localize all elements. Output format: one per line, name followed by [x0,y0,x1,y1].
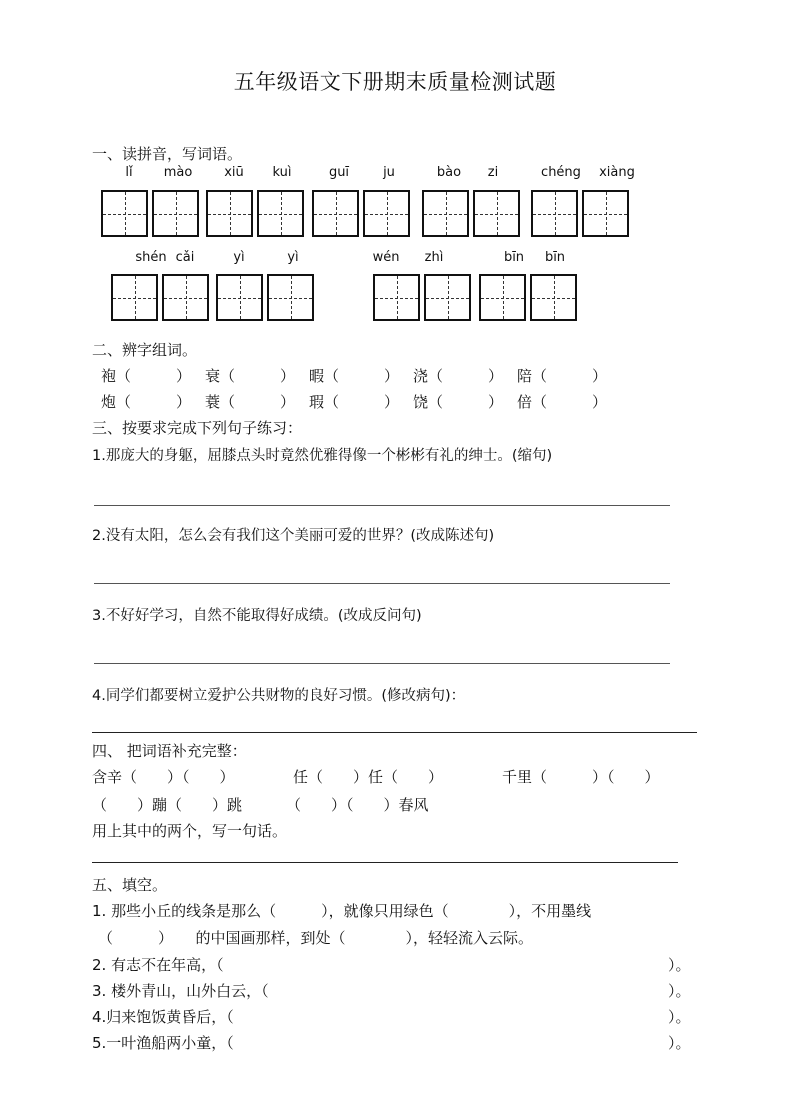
fill-question-3: 3. 楼外青山，山外白云，（ [92,982,269,1000]
tianzige-box[interactable] [582,190,629,237]
question-1: 1.那庞大的身躯，屈膝点头时竟然优雅得像一个彬彬有礼的绅士。(缩句) [92,448,553,464]
tianzige-box[interactable] [363,190,410,237]
char-item: 衰（ ） [205,367,296,385]
tianzige-box[interactable] [530,274,577,321]
tianzige-box[interactable] [422,190,469,237]
answer-line[interactable] [94,663,670,664]
tianzige-box[interactable] [101,190,148,237]
idiom-item: （ ）蹦（ ）跳 [92,796,243,814]
question-2: 2.没有太阳，怎么会有我们这个美丽可爱的世界？(改成陈述句) [92,528,495,544]
pinyin: xiū [224,165,244,180]
pinyin: mào [163,165,193,180]
char-item: 浇（ ） [413,367,504,385]
fill-question-4: 4.归来饱饭黄昏后，（ [92,1008,234,1026]
char-item: 炮（ ） [101,393,192,411]
section1-heading: 一、读拼音，写词语。 [92,145,243,163]
tianzige-box[interactable] [531,190,578,237]
tianzige-box[interactable] [206,190,253,237]
pinyin: yì [287,250,299,265]
close-bracket: ）。 [668,1034,691,1052]
idiom-item: 千里（ ）（ ） [502,768,660,786]
char-item: 饶（ ） [413,393,504,411]
close-bracket: ）。 [668,956,691,974]
pinyin: ju [383,165,395,180]
tianzige-box[interactable] [267,274,314,321]
answer-line[interactable] [92,862,678,863]
answer-line[interactable] [94,583,670,584]
pinyin: shén [135,250,167,265]
tianzige-box[interactable] [312,190,359,237]
answer-line[interactable] [92,732,697,733]
pinyin: kuì [272,165,292,180]
tianzige-box[interactable] [257,190,304,237]
tianzige-box[interactable] [162,274,209,321]
idiom-item: 含辛（ ）（ ） [92,768,235,786]
idiom-item: 任（ ）任（ ） [293,768,444,786]
pinyin: yì [233,250,245,265]
close-bracket: ）。 [668,982,691,1000]
tianzige-box[interactable] [479,274,526,321]
page-title: 五年级语文下册期末质量检测试题 [233,70,557,94]
char-item: 暇（ ） [309,367,400,385]
tianzige-box[interactable] [111,274,158,321]
char-item: 陪（ ） [517,367,608,385]
tianzige-box[interactable] [473,190,520,237]
fill-question-1b: （ ） 的中国画那样，到处（ ），轻轻流入云际。 [98,929,534,947]
tianzige-box[interactable] [216,274,263,321]
pinyin: guī [328,165,350,180]
pinyin: bīn [503,250,525,265]
pinyin: bào [436,165,462,180]
section3-heading: 三、按要求完成下列句子练习： [92,419,303,437]
char-item: 倍（ ） [517,393,608,411]
tianzige-box[interactable] [424,274,471,321]
pinyin: lǐ [125,165,133,180]
section4-heading: 四、 把词语补充完整： [92,742,247,760]
char-item: 蓑（ ） [205,393,296,411]
question-4: 4.同学们都要树立爱护公共财物的良好习惯。(修改病句)： [92,688,466,704]
pinyin: zhì [424,250,444,265]
pinyin: xiàng [599,165,635,180]
question-3: 3.不好好学习，自然不能取得好成绩。(改成反问句) [92,608,422,624]
idiom-item: （ ）（ ）春风 [286,796,429,814]
section5-heading: 五、填空。 [92,876,168,894]
pinyin: cǎi [175,250,195,265]
fill-question-5: 5.一叶渔船两小童，（ [92,1034,234,1052]
char-item: 瑕（ ） [309,393,400,411]
pinyin: chéng [541,165,581,180]
section4-instruction: 用上其中的两个，写一句话。 [92,822,288,840]
tianzige-box[interactable] [373,274,420,321]
pinyin: bīn [544,250,566,265]
answer-line[interactable] [94,505,670,506]
fill-question-1a: 1. 那些小丘的线条是那么（ ），就像只用绿色（ ），不用墨线 [92,902,592,920]
pinyin: wén [372,250,400,265]
section2-heading: 二、辨字组词。 [92,341,198,359]
fill-question-2: 2. 有志不在年高，（ [92,956,224,974]
close-bracket: ）。 [668,1008,691,1026]
tianzige-box[interactable] [152,190,199,237]
pinyin: zi [487,165,499,180]
char-item: 袍（ ） [101,367,192,385]
